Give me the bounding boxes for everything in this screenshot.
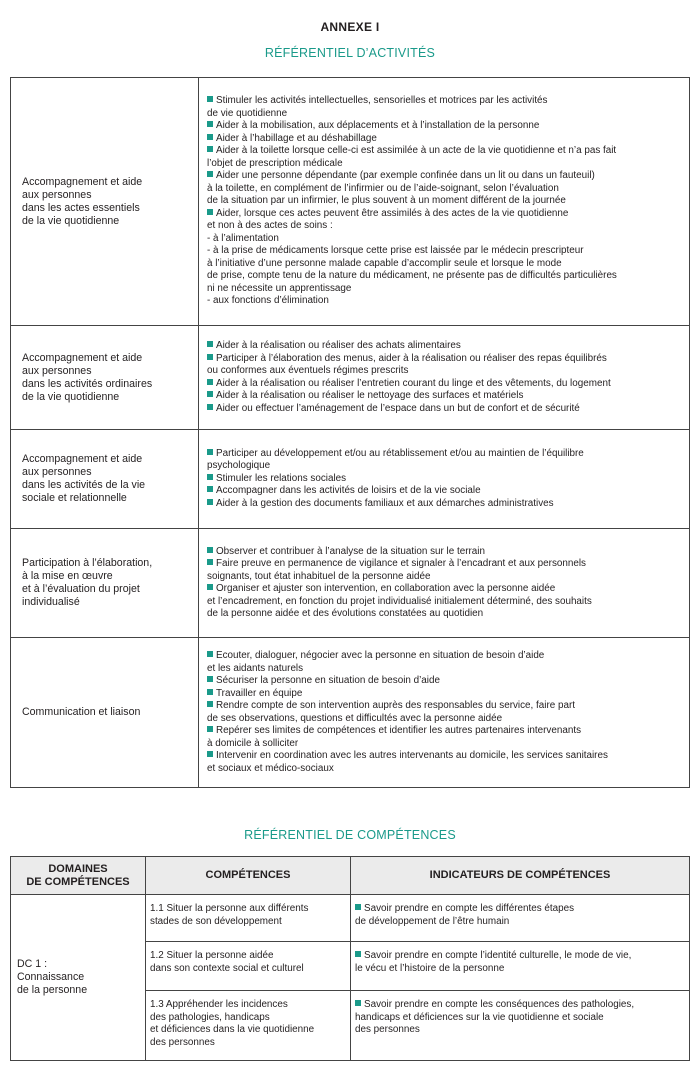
item-text: et l’encadrement, en fonction du projet individualisé initialement déterminé, des souhaits (207, 595, 592, 607)
item-text: de prise, compte tenu de la nature du médicament, ne présente pas de difficultés particulières (207, 270, 617, 282)
competence-row (11, 895, 690, 942)
activity-label-line: Accompagnement et aide (22, 351, 143, 364)
bullet-item (207, 120, 683, 133)
competences-table (10, 856, 690, 1061)
item-line (207, 460, 683, 473)
item-text: à la toilette, en complément de l’infirmier ou de l’aide-soignant, selon l’évaluation (207, 182, 559, 194)
activities-table (10, 77, 690, 788)
bullet-item (207, 340, 683, 353)
square-bullet-icon (207, 121, 213, 127)
square-bullet-icon (207, 96, 213, 102)
activity-label-line: Participation à l’élaboration, (22, 557, 153, 569)
item-text: Repérer ses limites de compétences et identifier les autres partenaires intervenants (216, 725, 582, 736)
activity-label-line: de la vie quotidienne (22, 390, 120, 403)
activity-row (11, 326, 690, 430)
domain-cell (11, 895, 146, 1061)
item-line (207, 571, 683, 584)
item-line (207, 713, 683, 726)
competence-cell (146, 895, 351, 942)
activity-items (199, 78, 690, 326)
item-text: Participer à l’élaboration des menus, aider à la réalisation ou réaliser des repas équilibrés (216, 352, 607, 364)
item-line (355, 916, 683, 929)
bullet-item (355, 903, 683, 916)
item-text: Aider à la réalisation ou réaliser des achats alimentaires (216, 340, 461, 351)
header-domaines-line: DOMAINES (48, 862, 108, 875)
square-bullet-icon (207, 701, 213, 707)
item-line (355, 963, 683, 976)
square-bullet-icon (207, 354, 213, 360)
item-text: Participer au développement et/ou au rétablissement et/ou au maintien de l’équilibre (216, 447, 584, 459)
activity-items (199, 529, 690, 638)
bullet-item (207, 133, 683, 146)
square-bullet-icon (207, 651, 213, 657)
item-line (207, 738, 683, 751)
square-bullet-icon (207, 404, 213, 410)
item-text: Aider à l’habillage et au déshabillage (216, 132, 377, 144)
item-text: de ses observations, questions et difficultés avec la personne aidée (207, 712, 503, 724)
competence-line: 1.3 Appréhender les incidences (150, 999, 288, 1010)
bullet-item (207, 546, 683, 559)
activity-label-line: de la vie quotidienne (22, 214, 120, 227)
bullet-item (207, 675, 683, 688)
square-bullet-icon (207, 559, 213, 565)
bullet-item (207, 498, 683, 511)
bullet-item (207, 650, 683, 663)
header-indicateurs: INDICATEURS DE COMPÉTENCES (351, 857, 690, 895)
activity-row (11, 638, 690, 788)
activity-items (199, 638, 690, 788)
item-text: Sécuriser la personne en situation de besoin d’aide (216, 675, 440, 686)
item-text: Faire preuve en permanence de vigilance et signaler à l’encadrant et aux personnels (216, 558, 586, 569)
square-bullet-icon (207, 726, 213, 732)
bullet-item (207, 558, 683, 571)
item-text: - à l’alimentation (207, 232, 279, 244)
activity-items (199, 326, 690, 430)
activity-label (11, 326, 199, 430)
bullet-item (207, 390, 683, 403)
item-text: de vie quotidienne (207, 107, 288, 119)
bullet-item (207, 145, 683, 158)
item-text: Aider à la mobilisation, aux déplacements et à l’installation de la personne (216, 120, 540, 132)
activity-label (11, 78, 199, 326)
item-line (207, 258, 683, 271)
item-text: Aider à la toilette lorsque celle-ci est assimilée à un acte de la vie quotidienne et n’a pas fait (216, 145, 617, 157)
item-text: Aider, lorsque ces actes peuvent être assimilés à des actes de la vie quotidienne (216, 207, 569, 219)
item-text: psychologique (207, 460, 271, 472)
item-text: Rendre compte de son intervention auprès des responsables du service, faire part (216, 700, 575, 711)
activity-label-line: dans les activités ordinaires (22, 377, 153, 390)
square-bullet-icon (207, 134, 213, 140)
activity-label-line: sociale et relationnelle (22, 492, 127, 504)
item-text: Savoir prendre en compte l’identité culturelle, le mode de vie, (364, 950, 632, 961)
activity-label-line: individualisé (22, 596, 80, 608)
domain-line: de la personne (17, 984, 88, 996)
item-text: des personnes (355, 1024, 420, 1035)
bullet-item (207, 583, 683, 596)
square-bullet-icon (355, 904, 361, 910)
activity-label-line: aux personnes (22, 188, 92, 201)
item-text: Organiser et ajuster son intervention, en collaboration avec la personne aidée (216, 583, 556, 594)
activity-label-line: aux personnes (22, 364, 92, 377)
item-line (207, 608, 683, 621)
item-text: Ecouter, dialoguer, négocier avec la personne en situation de besoin d’aide (216, 650, 545, 661)
domain-line: DC 1 : (17, 958, 48, 970)
square-bullet-icon (207, 499, 213, 505)
competence-line: des pathologies, handicaps (150, 1011, 270, 1023)
competence-line: des personnes (150, 1036, 215, 1048)
bullet-item (355, 999, 683, 1012)
indicator-cell (351, 942, 690, 991)
item-text: Aider à la réalisation ou réaliser l’entretien courant du linge et des vêtements, du logement (216, 377, 611, 389)
square-bullet-icon (207, 676, 213, 682)
header-competences: COMPÉTENCES (146, 857, 351, 895)
item-line (207, 245, 683, 258)
activity-label-line: Communication et liaison (22, 706, 141, 718)
bullet-item (207, 485, 683, 498)
activity-label (11, 529, 199, 638)
activity-items (199, 430, 690, 529)
item-text: de développement de l’être humain (355, 915, 510, 927)
activity-label-line: à la mise en œuvre (22, 570, 113, 582)
bullet-item (207, 353, 683, 366)
activity-label-line: dans les actes essentiels (22, 201, 140, 214)
item-line (207, 233, 683, 246)
bullet-item (207, 378, 683, 391)
item-text: à domicile à solliciter (207, 737, 299, 749)
square-bullet-icon (355, 951, 361, 957)
indicator-cell (351, 895, 690, 942)
activity-row (11, 529, 690, 638)
square-bullet-icon (207, 449, 213, 455)
item-text: ni ne nécessite un apprentissage (207, 282, 352, 294)
item-line (207, 596, 683, 609)
item-line (207, 220, 683, 233)
square-bullet-icon (207, 486, 213, 492)
activity-label (11, 638, 199, 788)
square-bullet-icon (207, 689, 213, 695)
activity-label-line: et à l’évaluation du projet (22, 583, 140, 595)
square-bullet-icon (207, 341, 213, 347)
annexe-title: ANNEXE I (320, 20, 380, 34)
item-line (207, 108, 683, 121)
bullet-item (207, 170, 683, 183)
item-text: Aider à la réalisation ou réaliser le nettoyage des surfaces et matériels (216, 390, 524, 401)
square-bullet-icon (207, 547, 213, 553)
bullet-item (207, 403, 683, 416)
square-bullet-icon (207, 584, 213, 590)
activity-label-line: Accompagnement et aide (22, 453, 143, 465)
item-text: ou conformes aux éventuels régimes prescrits (207, 365, 409, 376)
competence-line: 1.2 Situer la personne aidée (150, 950, 274, 961)
item-text: Observer et contribuer à l’analyse de la situation sur le terrain (216, 545, 485, 557)
competence-line: stades de son développement (150, 915, 282, 927)
item-line (207, 663, 683, 676)
square-bullet-icon (207, 379, 213, 385)
square-bullet-icon (207, 209, 213, 215)
activity-row (11, 78, 690, 326)
activity-label-line: aux personnes (22, 466, 92, 478)
competence-line: 1.1 Situer la personne aux différents (150, 903, 309, 914)
item-text: Savoir prendre en compte les conséquences des pathologies, (364, 999, 635, 1010)
competence-line: dans son contexte social et culturel (150, 962, 304, 974)
section-title-competences: RÉFÉRENTIEL DE COMPÉTENCES (244, 828, 456, 842)
activity-row (11, 430, 690, 529)
item-text: Travailler en équipe (216, 687, 303, 699)
bullet-item (207, 473, 683, 486)
item-text: le vécu et l’histoire de la personne (355, 962, 505, 974)
bullet-item (207, 688, 683, 701)
header-domaines (11, 857, 146, 895)
item-line (207, 195, 683, 208)
item-line (207, 295, 683, 308)
square-bullet-icon (207, 146, 213, 152)
item-text: - à la prise de médicaments lorsque cette prise est laissée par le médecin prescripteur (207, 245, 584, 257)
header-domaines-line: DE COMPÉTENCES (26, 875, 130, 888)
item-text: Accompagner dans les activités de loisirs et de la vie sociale (216, 485, 481, 497)
activity-label-line: Accompagnement et aide (22, 175, 143, 188)
square-bullet-icon (207, 751, 213, 757)
item-text: soignants, tout état inhabituel de la personne aidée (207, 570, 431, 582)
bullet-item (207, 448, 683, 461)
bullet-item (207, 700, 683, 713)
competence-line: et déficiences dans la vie quotidienne (150, 1024, 315, 1035)
bullet-item (207, 95, 683, 108)
item-line (207, 365, 683, 378)
item-text: handicaps et déficiences sur la vie quotidienne et sociale (355, 1011, 604, 1023)
item-text: l’objet de prescription médicale (207, 157, 343, 169)
item-line (207, 283, 683, 296)
item-text: Stimuler les activités intellectuelles, sensorielles et motrices par les activités (216, 95, 548, 107)
bullet-item (207, 208, 683, 221)
square-bullet-icon (207, 391, 213, 397)
square-bullet-icon (355, 1000, 361, 1006)
item-text: Intervenir en coordination avec les autres intervenants au domicile, les services sanitaires (216, 750, 608, 761)
item-line (355, 1024, 683, 1037)
item-line (355, 1012, 683, 1025)
item-line (207, 270, 683, 283)
competence-cell (146, 991, 351, 1061)
competence-cell (146, 942, 351, 991)
bullet-item (355, 950, 683, 963)
item-text: Savoir prendre en compte les différentes étapes (364, 903, 575, 914)
item-text: Stimuler les relations sociales (216, 472, 347, 484)
square-bullet-icon (207, 474, 213, 480)
square-bullet-icon (207, 171, 213, 177)
section-title-activites: RÉFÉRENTIEL D’ACTIVITÉS (264, 46, 436, 60)
domain-line: Connaissance (17, 971, 85, 983)
item-text: et non à des actes de soins : (207, 220, 333, 232)
item-text: Aider à la gestion des documents familiaux et aux démarches administratives (216, 497, 554, 509)
item-text: - aux fonctions d’élimination (207, 295, 329, 307)
item-text: à l’initiative d’une personne malade capable d’accomplir seule et lorsque le mode (207, 257, 562, 269)
item-text: de la situation par un infirmier, le plus souvent à un moment différent de la journée (207, 195, 566, 207)
bullet-item (207, 750, 683, 763)
item-text: Aider une personne dépendante (par exemple confinée dans un lit ou dans un fauteuil) (216, 170, 595, 182)
activity-label (11, 430, 199, 529)
item-line (207, 763, 683, 776)
item-line (207, 183, 683, 196)
activity-label-line: dans les activités de la vie (22, 479, 146, 491)
item-text: et les aidants naturels (207, 662, 304, 674)
bullet-item (207, 725, 683, 738)
indicator-cell (351, 991, 690, 1061)
item-line (207, 158, 683, 171)
item-text: et sociaux et médico-sociaux (207, 762, 334, 774)
item-text: de la personne aidée et des évolutions constatées au quotidien (207, 608, 484, 619)
item-text: Aider ou effectuer l’aménagement de l’espace dans un but de confort et de sécurité (216, 402, 580, 414)
